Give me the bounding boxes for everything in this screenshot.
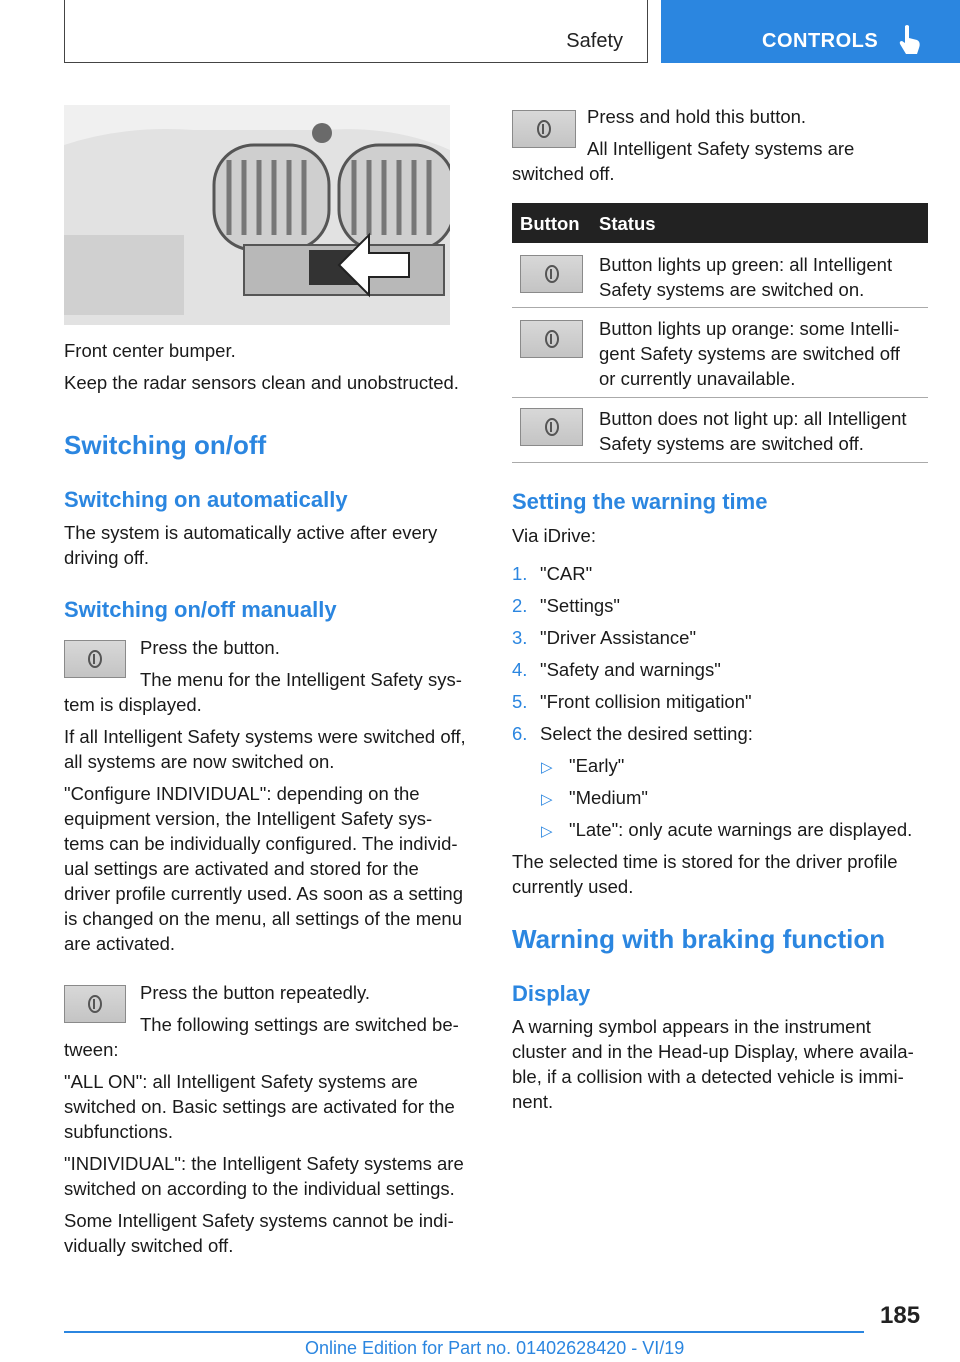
table-row	[512, 308, 928, 398]
button-green-image	[520, 255, 583, 293]
para5-line2: vidually switched off.	[64, 1235, 234, 1256]
header-tab-label: CONTROLS	[762, 30, 879, 52]
safety-button-icon	[88, 650, 102, 668]
display-line3: ble, if a collision with a detected vehicle is immi-	[512, 1066, 904, 1087]
list-item: 1. "CAR"	[512, 563, 593, 584]
para1-line1: If all Intelligent Safety systems were switched off,	[64, 726, 466, 747]
para2-line2: equipment version, the Intelligent Safety sys-	[64, 808, 433, 829]
para2-line6: is changed on the menu, all settings of the menu	[64, 908, 463, 929]
para2-line5: driver profile currently used. As soon as a setting	[64, 883, 463, 904]
footer-divider	[64, 1331, 864, 1333]
row3-line2: Safety systems are switched off.	[599, 433, 864, 454]
display-line2: cluster and in the Head-up Display, where availa-	[512, 1041, 914, 1062]
footer-edition: Online Edition for Part no. 01402628420 - VI/19	[305, 1338, 685, 1358]
image-note: Keep the radar sensors clean and unobstructed.	[64, 372, 459, 393]
button-orange-image	[520, 320, 583, 358]
para3-line3: subfunctions.	[64, 1121, 174, 1142]
stored-line2: currently used.	[512, 876, 634, 897]
header-section-box	[64, 0, 648, 63]
row2-line2: gent Safety systems are switched off	[599, 343, 900, 364]
heading-switching-manually: Switching on/off manually	[64, 597, 337, 622]
safety-button-image-hold	[512, 110, 576, 148]
safety-button-icon	[88, 995, 102, 1013]
list-item: 5. "Front collision mitigation"	[512, 691, 752, 712]
para4-line1: "INDIVIDUAL": the Intelligent Safety systems are	[64, 1153, 464, 1174]
repeat-line2: The following settings are switched be-	[140, 1014, 459, 1035]
manual-line2: The menu for the Intelligent Safety sys-	[140, 669, 462, 690]
display-line4: nent.	[512, 1091, 554, 1112]
heading-display: Display	[512, 981, 591, 1006]
auto-text-line2: driving off.	[64, 547, 150, 568]
repeat-line1: Press the button repeatedly.	[140, 982, 371, 1003]
safety-button-icon	[545, 265, 559, 283]
row2-line3: or currently unavailable.	[599, 368, 796, 389]
table-row	[512, 398, 928, 463]
option-item: ▷ "Late": only acute warnings are displayed.	[541, 817, 912, 845]
para3-line1: "ALL ON": all Intelligent Safety systems are	[64, 1071, 418, 1092]
hold-line2: All Intelligent Safety systems are	[587, 138, 855, 159]
status-table-header	[512, 203, 928, 243]
front-bumper-image	[64, 105, 450, 325]
page-number: 185	[880, 1302, 921, 1329]
para4-line2: switched on according to the individual settings.	[64, 1178, 455, 1199]
header-section-title: Safety	[566, 30, 623, 52]
button-off-image	[520, 408, 583, 446]
para2-line3: tems can be individually configured. The individ-	[64, 833, 458, 854]
stored-line1: The selected time is stored for the driver profile	[512, 851, 898, 872]
table-row	[512, 243, 928, 308]
row1-line2: Safety systems are switched on.	[599, 279, 865, 300]
triangle-bullet-icon: ▷	[541, 823, 553, 840]
para1-line2: all systems are now switched on.	[64, 751, 335, 772]
table-col-status: Status	[599, 213, 656, 234]
table-col-button: Button	[520, 213, 580, 234]
list-item: 4. "Safety and warnings"	[512, 659, 721, 680]
manual-line1: Press the button.	[140, 637, 280, 658]
list-item: 3. "Driver Assistance"	[512, 627, 697, 648]
list-item: 6. Select the desired setting:	[512, 723, 753, 744]
triangle-bullet-icon: ▷	[541, 759, 553, 776]
pointing-hand-icon	[897, 24, 921, 56]
safety-button-icon	[545, 330, 559, 348]
image-caption: Front center bumper.	[64, 340, 236, 361]
para2-line7: are activated.	[64, 933, 176, 954]
triangle-bullet-icon: ▷	[541, 791, 553, 808]
list-item: 2. "Settings"	[512, 595, 620, 616]
row3-line1: Button does not light up: all Intelligent	[599, 408, 907, 429]
via-idrive: Via iDrive:	[512, 525, 596, 546]
heading-switching-on-off: Switching on/off	[64, 430, 267, 460]
safety-button-icon	[545, 418, 559, 436]
header-controls-tab	[661, 0, 960, 63]
auto-text-line1: The system is automatically active after every	[64, 522, 438, 543]
safety-button-image	[64, 640, 126, 678]
heading-switching-on-automatically: Switching on automatically	[64, 487, 348, 512]
row2-line1: Button lights up orange: some Intelli-	[599, 318, 900, 339]
manual-line3: tem is displayed.	[64, 694, 202, 715]
heading-warning-braking: Warning with braking function	[512, 924, 886, 954]
para2-line4: ual settings are activated and stored for the	[64, 858, 419, 879]
safety-button-icon	[537, 120, 551, 138]
repeat-line3: tween:	[64, 1039, 119, 1060]
para2-line1: "Configure INDIVIDUAL": depending on the	[64, 783, 420, 804]
hold-line1: Press and hold this button.	[587, 106, 807, 127]
safety-button-image-repeat	[64, 985, 126, 1023]
para5-line1: Some Intelligent Safety systems cannot be indi-	[64, 1210, 454, 1231]
row1-line1: Button lights up green: all Intelligent	[599, 254, 893, 275]
hold-line3: switched off.	[512, 163, 615, 184]
para3-line2: switched on. Basic settings are activated for the	[64, 1096, 455, 1117]
display-line1: A warning symbol appears in the instrument	[512, 1016, 871, 1037]
option-item: ▷ "Early"	[541, 753, 624, 781]
heading-setting-warning-time: Setting the warning time	[512, 489, 768, 514]
option-item: ▷ "Medium"	[541, 785, 648, 813]
